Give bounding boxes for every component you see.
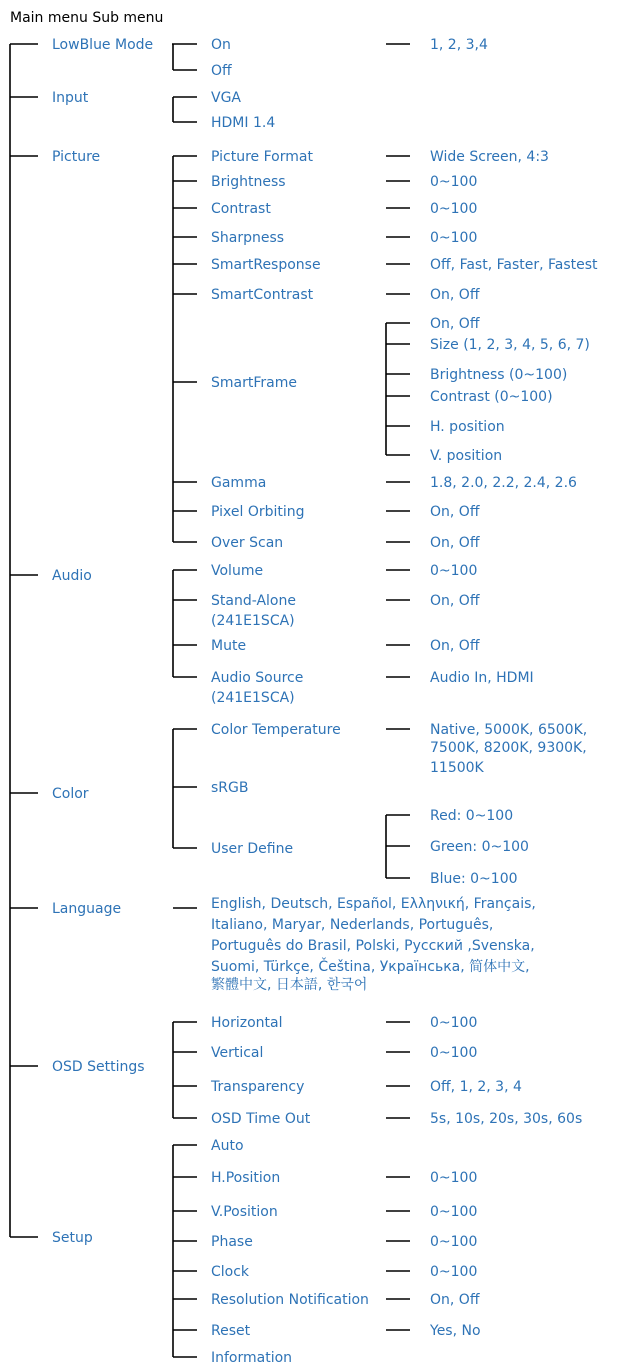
tree-labels xyxy=(52,37,598,1365)
submenu-color-item: User Define xyxy=(211,841,294,857)
option-value: On, Off xyxy=(430,1292,480,1308)
submenu-osd-item: Vertical xyxy=(211,1045,264,1061)
option-value: Green: 0~100 xyxy=(430,839,529,855)
option-value: Wide Screen, 4:3 xyxy=(430,149,549,165)
option-value: 0~100 xyxy=(430,1045,478,1061)
submenu-audio-item: Mute xyxy=(211,638,247,654)
option-value: Contrast (0~100) xyxy=(430,389,553,405)
menu-header: Main menu Sub menu xyxy=(10,10,164,26)
submenu-lowblue-item: On xyxy=(211,37,231,53)
main-menu-language: Language xyxy=(52,901,122,917)
option-value: 5s, 10s, 20s, 30s, 60s xyxy=(430,1111,583,1127)
submenu-audio-item-model: (241E1SCA) xyxy=(211,690,295,706)
submenu-setup-item: Resolution Notification xyxy=(211,1292,369,1308)
submenu-picture-item: Over Scan xyxy=(211,535,284,551)
submenu-picture-item: Brightness xyxy=(211,174,286,190)
submenu-picture-item: SmartResponse xyxy=(211,257,321,273)
main-menu-osd: OSD Settings xyxy=(52,1059,145,1075)
submenu-lowblue-item: Off xyxy=(211,63,232,79)
tree-connector-lines xyxy=(10,44,410,1357)
submenu-osd-item: Horizontal xyxy=(211,1015,283,1031)
option-value-line: Native, 5000K, 6500K, xyxy=(430,722,588,738)
submenu-picture-item: Pixel Orbiting xyxy=(211,504,305,520)
submenu-audio-item-model: (241E1SCA) xyxy=(211,613,295,629)
option-value-line: 11500K xyxy=(430,760,484,776)
option-value: Audio In, HDMI xyxy=(430,670,534,686)
language-option-line: Português do Brasil, Polski, Русский ,Svenska, xyxy=(211,938,535,954)
option-value: Off, 1, 2, 3, 4 xyxy=(430,1079,522,1095)
option-value: 0~100 xyxy=(430,1264,478,1280)
submenu-picture-item: Sharpness xyxy=(211,230,285,246)
submenu-picture-item: SmartFrame xyxy=(211,375,297,391)
submenu-setup-item: H.Position xyxy=(211,1170,281,1186)
option-value: Red: 0~100 xyxy=(430,808,514,824)
main-menu-input: Input xyxy=(52,90,89,106)
option-value: H. position xyxy=(430,419,505,435)
submenu-setup-item: Phase xyxy=(211,1234,253,1250)
main-menu-audio: Audio xyxy=(52,568,92,584)
option-value: 0~100 xyxy=(430,1170,478,1186)
submenu-color-item: Color Temperature xyxy=(211,722,341,738)
submenu-picture-item: Gamma xyxy=(211,475,267,491)
main-menu-color: Color xyxy=(52,786,89,802)
option-value: 0~100 xyxy=(430,1234,478,1250)
option-value: On, Off xyxy=(430,504,480,520)
option-value: Size (1, 2, 3, 4, 5, 6, 7) xyxy=(430,337,590,353)
language-option-line: Suomi, Türkçe, Čeština, Українська, 简体中文, xyxy=(211,959,530,975)
language-option-line: 繁體中文, 日本語, 한국어 xyxy=(211,977,368,993)
option-value: 0~100 xyxy=(430,230,478,246)
option-value: On, Off xyxy=(430,535,480,551)
submenu-audio-item: Volume xyxy=(211,563,264,579)
option-value: 0~100 xyxy=(430,1204,478,1220)
submenu-picture-item: Picture Format xyxy=(211,149,313,165)
submenu-setup-item: Reset xyxy=(211,1323,251,1339)
option-value: 0~100 xyxy=(430,563,478,579)
option-value: 1, 2, 3,4 xyxy=(430,37,488,53)
main-menu-setup: Setup xyxy=(52,1230,93,1246)
option-value: 0~100 xyxy=(430,201,478,217)
submenu-input-item: VGA xyxy=(211,90,242,106)
option-value: On, Off xyxy=(430,638,480,654)
option-value: Off, Fast, Faster, Fastest xyxy=(430,257,598,273)
option-value: Brightness (0~100) xyxy=(430,367,568,383)
option-value: 0~100 xyxy=(430,174,478,190)
option-value: 0~100 xyxy=(430,1015,478,1031)
main-menu-picture: Picture xyxy=(52,149,101,165)
option-value: On, Off xyxy=(430,593,480,609)
option-value: On, Off xyxy=(430,287,480,303)
option-value: 1.8, 2.0, 2.2, 2.4, 2.6 xyxy=(430,475,577,491)
submenu-audio-item: Stand-Alone xyxy=(211,593,296,609)
submenu-picture-item: Contrast xyxy=(211,201,271,217)
submenu-setup-item: V.Position xyxy=(211,1204,278,1220)
submenu-osd-item: OSD Time Out xyxy=(211,1111,311,1127)
option-value-line: 7500K, 8200K, 9300K, xyxy=(430,740,587,756)
option-value: Blue: 0~100 xyxy=(430,871,518,887)
submenu-osd-item: Transparency xyxy=(211,1079,305,1095)
language-option-line: Italiano, Maryar, Nederlands, Português, xyxy=(211,917,494,933)
submenu-picture-item: SmartContrast xyxy=(211,287,314,303)
option-value: Yes, No xyxy=(430,1323,481,1339)
main-menu-lowblue: LowBlue Mode xyxy=(52,37,154,53)
option-value: On, Off xyxy=(430,316,480,332)
submenu-color-item: sRGB xyxy=(211,780,249,796)
submenu-setup-item: Auto xyxy=(211,1138,244,1154)
submenu-audio-item: Audio Source xyxy=(211,670,304,686)
language-option-line: English, Deutsch, Español, Ελληνική, Français, xyxy=(211,896,536,912)
option-value: V. position xyxy=(430,448,503,464)
submenu-setup-item: Information xyxy=(211,1350,293,1365)
submenu-input-item: HDMI 1.4 xyxy=(211,115,276,131)
submenu-setup-item: Clock xyxy=(211,1264,250,1280)
